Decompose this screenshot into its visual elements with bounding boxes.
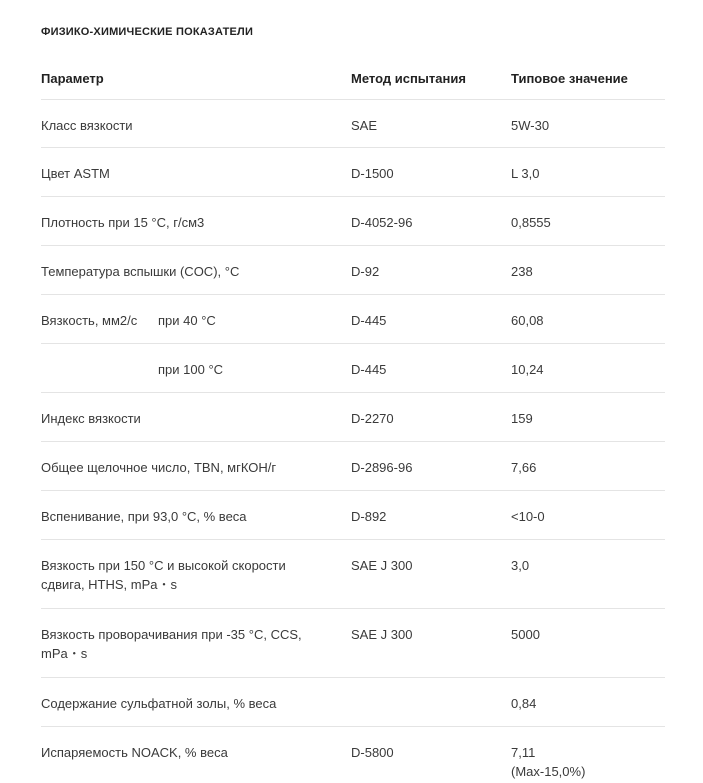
properties-table <box>41 52 665 783</box>
table-row <box>41 344 665 393</box>
table-row <box>41 727 665 783</box>
value-cell: 5000 <box>511 627 540 642</box>
header-method: Метод испытания <box>351 71 466 86</box>
table-row <box>41 609 665 678</box>
table-row <box>41 148 665 197</box>
table-row <box>41 246 665 295</box>
table-row <box>41 100 665 148</box>
value-cell: 5W-30 <box>511 118 550 133</box>
value-note: (Max-15,0%) <box>511 764 586 779</box>
param-cell: Индекс вязкости <box>41 411 141 426</box>
value-cell: 60,08 <box>511 313 544 328</box>
value-cell: 3,0 <box>511 558 530 573</box>
method-cell: D-2896-96 <box>351 460 413 475</box>
table-row <box>41 491 665 540</box>
table-header <box>41 52 665 100</box>
table-row <box>41 197 665 246</box>
param-cell: Температура вспышки (COC), °C <box>41 264 240 279</box>
value-cell: 0,84 <box>511 696 537 711</box>
value-main: 7,11 <box>511 745 536 760</box>
method-cell: D-892 <box>351 509 387 524</box>
param-cell: Содержание сульфатной золы, % веса <box>41 696 277 711</box>
method-cell: SAE J 300 <box>351 627 413 642</box>
param-cell: Вязкость проворачивания при -35 °C, CCS, mPa・s <box>41 627 302 661</box>
param-cell: Испаряемость NOACK, % веса <box>41 745 228 760</box>
param-cell: Вязкость при 150 °C и высокой скорости сдвига, HTHS, mPa・s <box>41 558 286 592</box>
header-param: Параметр <box>41 71 104 86</box>
method-cell: D-2270 <box>351 411 394 426</box>
sub-param-cell: при 40 °C <box>158 313 216 328</box>
param-cell: Плотность при 15 °C, г/см3 <box>41 215 205 230</box>
value-cell: L 3,0 <box>511 166 540 181</box>
method-cell: D-5800 <box>351 745 394 760</box>
method-cell: SAE J 300 <box>351 558 413 573</box>
method-cell: SAE <box>351 118 378 133</box>
value-cell: 238 <box>511 264 533 279</box>
header-value: Типовое значение <box>511 71 628 86</box>
method-cell: D-445 <box>351 362 387 377</box>
param-cell: Цвет ASTM <box>41 166 110 181</box>
sub-param-cell: при 100 °C <box>158 362 224 377</box>
section-title: ФИЗИКО-ХИМИЧЕСКИЕ ПОКАЗАТЕЛИ <box>41 26 254 38</box>
table-row <box>41 678 665 727</box>
value-cell: <10-0 <box>511 509 545 524</box>
param-cell: Класс вязкости <box>41 118 133 133</box>
method-cell: D-1500 <box>351 166 394 181</box>
value-cell: 10,24 <box>511 362 544 377</box>
method-cell: D-4052-96 <box>351 215 413 230</box>
table-row <box>41 540 665 609</box>
value-cell <box>511 743 661 781</box>
value-cell: 159 <box>511 411 533 426</box>
param-cell: Вспенивание, при 93,0 °C, % веса <box>41 509 247 524</box>
method-cell: D-445 <box>351 313 387 328</box>
method-cell: D-92 <box>351 264 380 279</box>
table-row <box>41 393 665 442</box>
value-cell: 7,66 <box>511 460 537 475</box>
table-row <box>41 295 665 344</box>
table-row <box>41 442 665 491</box>
param-cell: Общее щелочное число, TBN, мгКОН/г <box>41 460 277 475</box>
value-cell: 0,8555 <box>511 215 551 230</box>
param-cell: Вязкость, мм2/с <box>41 313 138 328</box>
